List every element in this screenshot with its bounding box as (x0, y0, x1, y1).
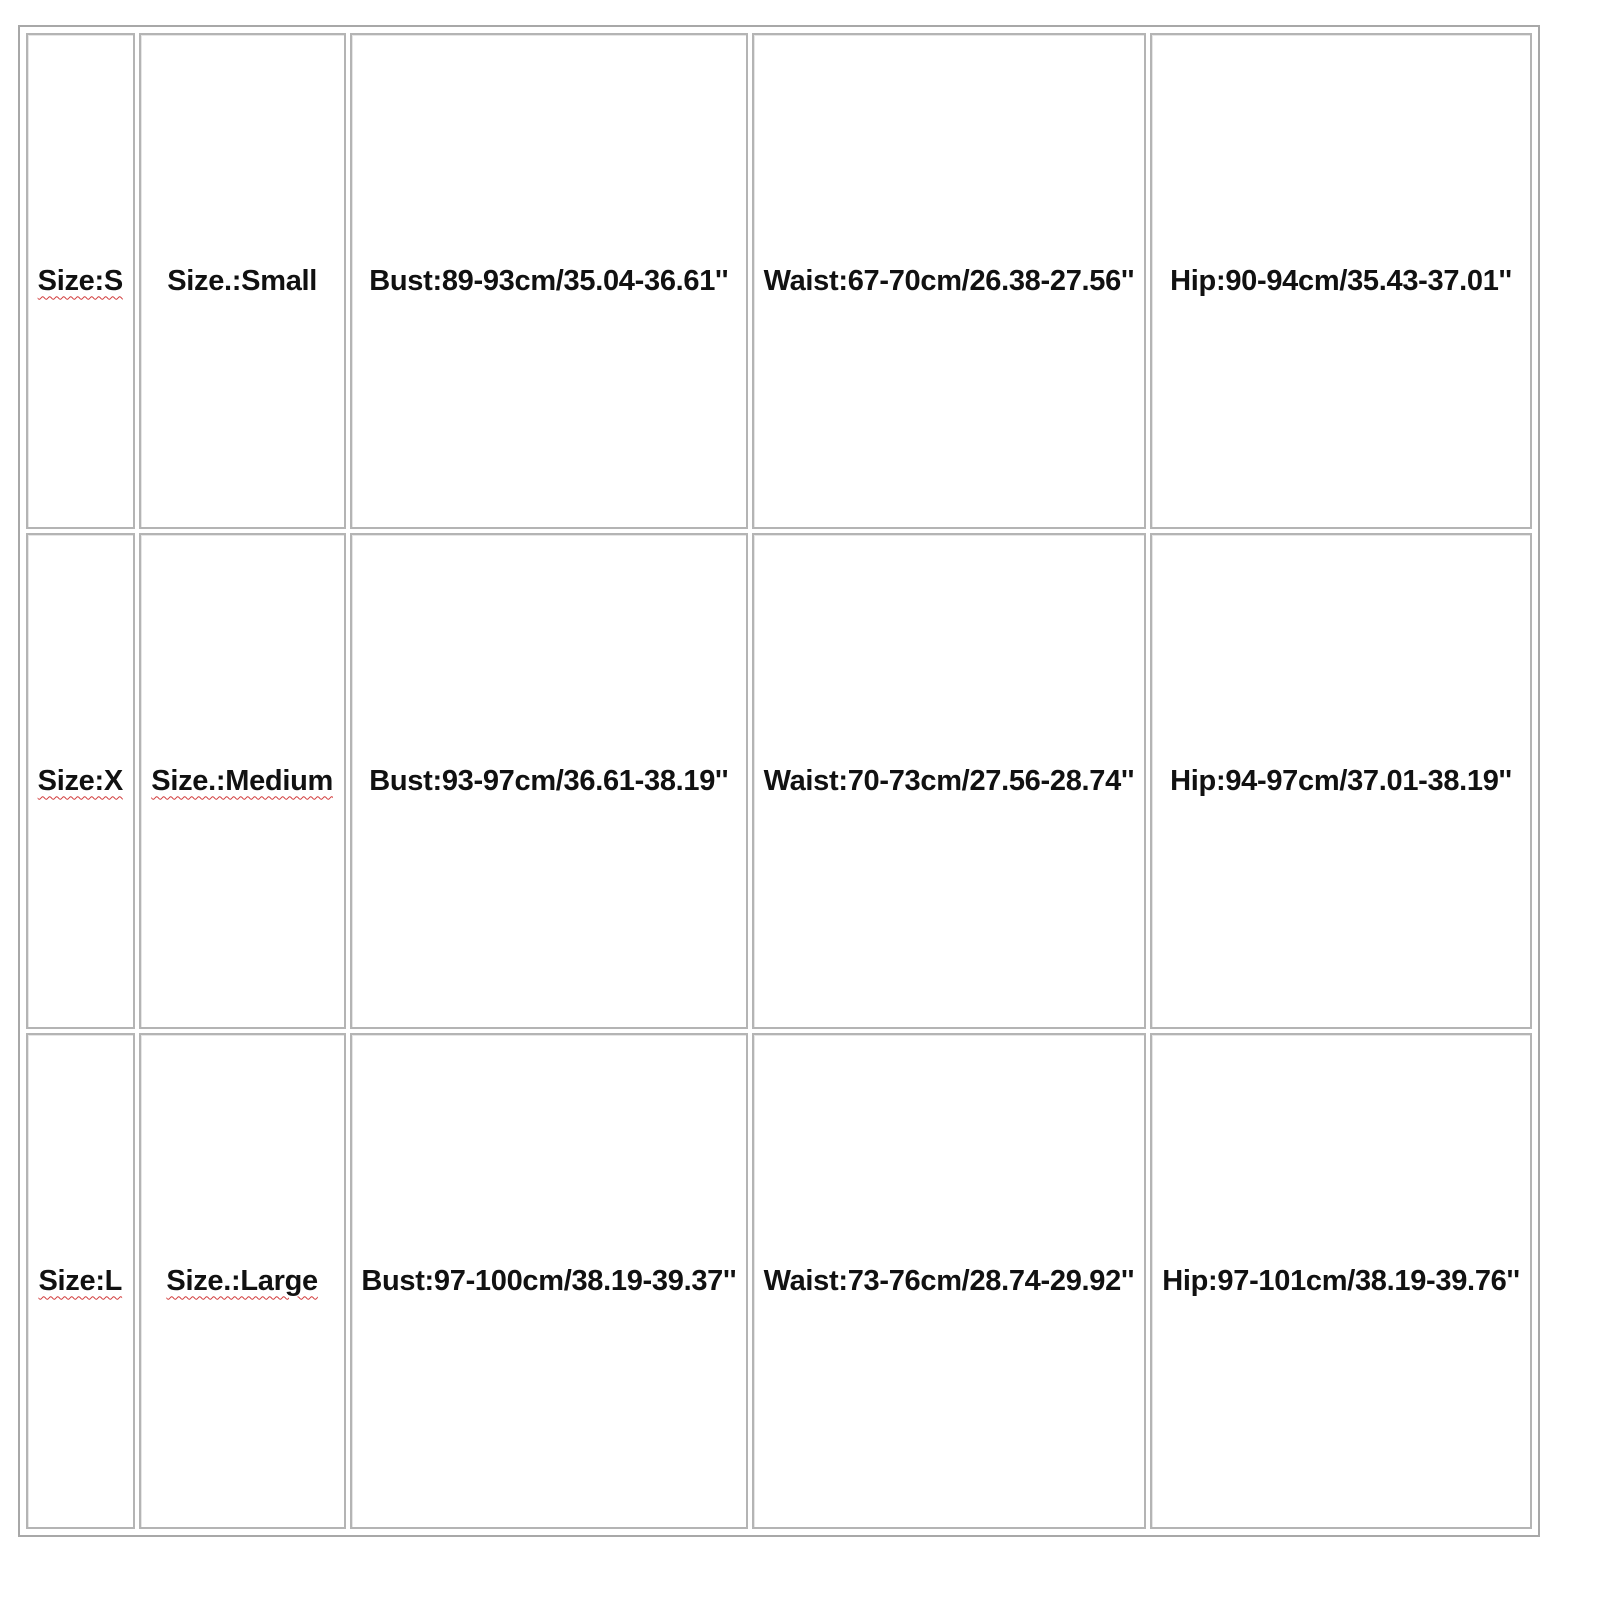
size-name-cell (139, 533, 346, 1029)
waist-cell (752, 33, 1146, 529)
size-name-text: Size.:Small (167, 264, 318, 297)
size-code-cell (26, 1033, 135, 1529)
size-code-text: Size:L (38, 1264, 123, 1297)
table-row (26, 533, 1532, 1029)
hip-cell (1150, 533, 1532, 1029)
bust-cell (350, 533, 748, 1029)
size-name-cell (139, 33, 346, 529)
size-name-cell (139, 1033, 346, 1529)
waist-cell (752, 533, 1146, 1029)
hip-cell (1150, 33, 1532, 529)
waist-text: Waist:70-73cm/27.56-28.74'' (763, 764, 1135, 797)
bust-cell (350, 33, 748, 529)
size-code-cell (26, 33, 135, 529)
waist-cell (752, 1033, 1146, 1529)
waist-text: Waist:67-70cm/26.38-27.56'' (763, 264, 1135, 297)
size-name-text: Size.:Large (166, 1264, 318, 1297)
bust-text: Bust:97-100cm/38.19-39.37'' (361, 1264, 737, 1297)
size-chart-table (22, 29, 1536, 1533)
size-chart-frame (18, 25, 1540, 1537)
bust-cell (350, 1033, 748, 1529)
table-row (26, 1033, 1532, 1529)
size-code-text: Size:S (37, 264, 123, 297)
waist-text: Waist:73-76cm/28.74-29.92'' (763, 1264, 1135, 1297)
hip-text: Hip:94-97cm/37.01-38.19'' (1170, 764, 1512, 797)
size-code-text: Size:X (37, 764, 123, 797)
bust-text: Bust:89-93cm/35.04-36.61'' (369, 264, 729, 297)
hip-text: Hip:90-94cm/35.43-37.01'' (1170, 264, 1512, 297)
hip-cell (1150, 1033, 1532, 1529)
bust-text: Bust:93-97cm/36.61-38.19'' (369, 764, 729, 797)
hip-text: Hip:97-101cm/38.19-39.76'' (1162, 1264, 1520, 1297)
table-row (26, 33, 1532, 529)
size-name-text: Size.:Medium (151, 764, 333, 797)
size-code-cell (26, 533, 135, 1029)
